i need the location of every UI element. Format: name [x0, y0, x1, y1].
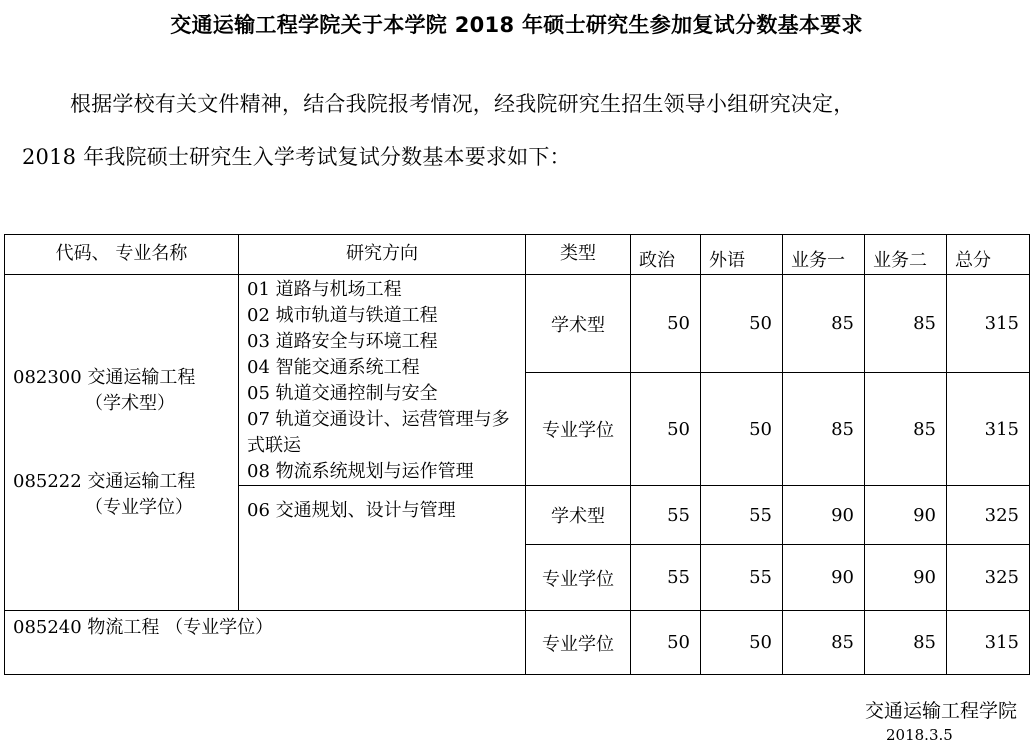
direction-list-cell	[239, 275, 526, 486]
total-score: 315	[947, 611, 1030, 675]
politics-score: 55	[631, 486, 701, 545]
course1-score: 90	[783, 545, 865, 611]
total-score: 325	[947, 486, 1030, 545]
foreign-score: 55	[701, 545, 783, 611]
type-cell: 专业学位	[526, 373, 631, 486]
course1-score: 85	[783, 611, 865, 675]
header-total: 总分	[947, 235, 1030, 275]
foreign-score: 55	[701, 486, 783, 545]
table-row	[5, 611, 1030, 675]
direction-item: 07 轨道交通设计、运营管理与多式联运	[247, 409, 510, 456]
major-085240-name: 085240 物流工程 （专业学位）	[5, 611, 526, 675]
header-direction: 研究方向	[239, 235, 526, 275]
signature-date: 2018.3.5	[886, 726, 953, 744]
direction-item: 06 交通规划、设计与管理	[247, 500, 456, 521]
table-row	[5, 275, 1030, 373]
course2-score: 90	[865, 486, 947, 545]
direction-item: 03 道路安全与环境工程	[247, 331, 438, 352]
type-cell: 专业学位	[526, 545, 631, 611]
header-politics: 政治	[631, 235, 701, 275]
intro-line-1: 根据学校有关文件精神，结合我院报考情况，经我院研究生招生领导小组研究决定，	[70, 92, 855, 116]
score-requirements-table	[4, 234, 1030, 675]
direction-item: 01 道路与机场工程	[247, 279, 402, 300]
header-foreign: 外语	[701, 235, 783, 275]
direction-item: 05 轨道交通控制与安全	[247, 383, 438, 404]
header-course2: 业务二	[865, 235, 947, 275]
table-header-row	[5, 235, 1030, 275]
foreign-score: 50	[701, 611, 783, 675]
direction-item: 04 智能交通系统工程	[247, 357, 420, 378]
politics-score: 55	[631, 545, 701, 611]
course2-score: 85	[865, 275, 947, 373]
type-cell: 学术型	[526, 275, 631, 373]
major-085222-name: 085222 交通运输工程	[13, 470, 196, 492]
course2-score: 90	[865, 545, 947, 611]
total-score: 315	[947, 275, 1030, 373]
course2-score: 85	[865, 373, 947, 486]
politics-score: 50	[631, 275, 701, 373]
politics-score: 50	[631, 611, 701, 675]
header-type: 类型	[526, 235, 631, 275]
major-082300-type: （学术型）	[85, 392, 175, 414]
header-code-name: 代码、 专业名称	[5, 235, 239, 275]
course1-score: 85	[783, 275, 865, 373]
course1-score: 90	[783, 486, 865, 545]
direction-item: 08 物流系统规划与运作管理	[247, 461, 474, 482]
politics-score: 50	[631, 373, 701, 486]
type-cell: 专业学位	[526, 611, 631, 675]
type-cell: 学术型	[526, 486, 631, 545]
total-score: 325	[947, 545, 1030, 611]
signature-org: 交通运输工程学院	[864, 700, 1017, 722]
foreign-score: 50	[701, 373, 783, 486]
document-title: 交通运输工程学院关于本学院 2018 年硕士研究生参加复试分数基本要求	[170, 13, 863, 37]
major-code-name-cell	[5, 275, 239, 611]
major-085222-type: （专业学位）	[85, 496, 193, 518]
foreign-score: 50	[701, 275, 783, 373]
major-082300-name: 082300 交通运输工程	[13, 366, 196, 388]
total-score: 315	[947, 373, 1030, 486]
header-course1: 业务一	[783, 235, 865, 275]
intro-line-2: 2018 年我院硕士研究生入学考试复试分数基本要求如下：	[22, 145, 571, 169]
direction-06-cell	[239, 486, 526, 611]
direction-item: 02 城市轨道与铁道工程	[247, 305, 438, 326]
course1-score: 85	[783, 373, 865, 486]
course2-score: 85	[865, 611, 947, 675]
